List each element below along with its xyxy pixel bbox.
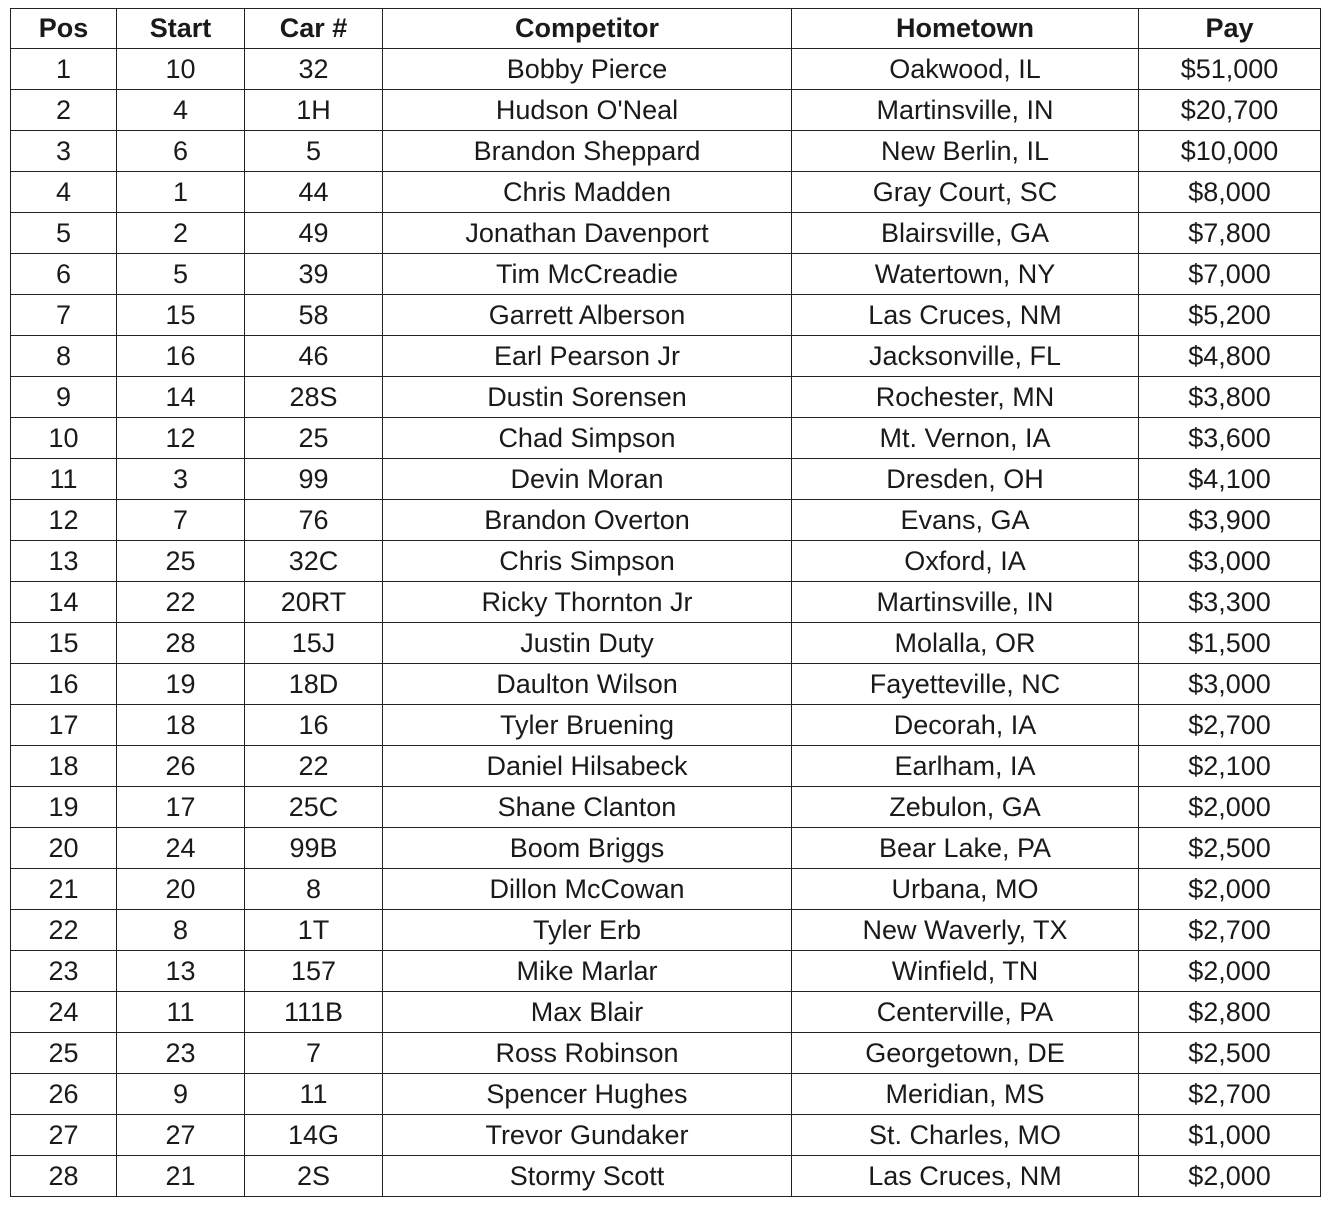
cell-competitor: Brandon Overton xyxy=(383,500,792,541)
cell-competitor: Chad Simpson xyxy=(383,418,792,459)
cell-car-number: 46 xyxy=(245,336,383,377)
cell-pay: $3,300 xyxy=(1139,582,1321,623)
cell-pos: 2 xyxy=(11,90,117,131)
cell-pos: 6 xyxy=(11,254,117,295)
table-row xyxy=(11,869,1321,910)
table-row xyxy=(11,910,1321,951)
cell-competitor: Daulton Wilson xyxy=(383,664,792,705)
table-body xyxy=(11,49,1321,1197)
cell-pos: 19 xyxy=(11,787,117,828)
cell-start: 10 xyxy=(117,49,245,90)
cell-pos: 14 xyxy=(11,582,117,623)
cell-competitor: Tyler Bruening xyxy=(383,705,792,746)
cell-pos: 4 xyxy=(11,172,117,213)
cell-car-number: 2S xyxy=(245,1156,383,1197)
table-row xyxy=(11,336,1321,377)
cell-start: 3 xyxy=(117,459,245,500)
cell-pay: $3,900 xyxy=(1139,500,1321,541)
cell-start: 27 xyxy=(117,1115,245,1156)
cell-pos: 8 xyxy=(11,336,117,377)
cell-competitor: Mike Marlar xyxy=(383,951,792,992)
table-row xyxy=(11,172,1321,213)
cell-start: 28 xyxy=(117,623,245,664)
header-start: Start xyxy=(117,9,245,49)
cell-pay: $4,100 xyxy=(1139,459,1321,500)
cell-competitor: Chris Madden xyxy=(383,172,792,213)
cell-start: 17 xyxy=(117,787,245,828)
cell-start: 2 xyxy=(117,213,245,254)
cell-pay: $8,000 xyxy=(1139,172,1321,213)
table-row xyxy=(11,254,1321,295)
cell-hometown: Blairsville, GA xyxy=(792,213,1139,254)
cell-pay: $3,800 xyxy=(1139,377,1321,418)
cell-hometown: New Waverly, TX xyxy=(792,910,1139,951)
cell-car-number: 39 xyxy=(245,254,383,295)
table-row xyxy=(11,1074,1321,1115)
results-table xyxy=(10,8,1321,1197)
cell-hometown: Rochester, MN xyxy=(792,377,1139,418)
cell-hometown: Gray Court, SC xyxy=(792,172,1139,213)
cell-hometown: New Berlin, IL xyxy=(792,131,1139,172)
cell-start: 7 xyxy=(117,500,245,541)
cell-pay: $1,000 xyxy=(1139,1115,1321,1156)
table-row xyxy=(11,582,1321,623)
cell-pay: $2,000 xyxy=(1139,787,1321,828)
cell-pay: $3,000 xyxy=(1139,664,1321,705)
cell-pay: $20,700 xyxy=(1139,90,1321,131)
cell-car-number: 20RT xyxy=(245,582,383,623)
table-row xyxy=(11,295,1321,336)
cell-start: 19 xyxy=(117,664,245,705)
cell-competitor: Spencer Hughes xyxy=(383,1074,792,1115)
cell-pos: 17 xyxy=(11,705,117,746)
cell-hometown: Decorah, IA xyxy=(792,705,1139,746)
table-row xyxy=(11,377,1321,418)
cell-pos: 10 xyxy=(11,418,117,459)
cell-start: 5 xyxy=(117,254,245,295)
cell-hometown: Oxford, IA xyxy=(792,541,1139,582)
cell-pos: 7 xyxy=(11,295,117,336)
cell-car-number: 18D xyxy=(245,664,383,705)
table-row xyxy=(11,90,1321,131)
header-competitor: Competitor xyxy=(383,9,792,49)
cell-hometown: Watertown, NY xyxy=(792,254,1139,295)
cell-competitor: Daniel Hilsabeck xyxy=(383,746,792,787)
cell-hometown: Zebulon, GA xyxy=(792,787,1139,828)
table-header xyxy=(11,9,1321,49)
cell-hometown: Oakwood, IL xyxy=(792,49,1139,90)
cell-competitor: Tyler Erb xyxy=(383,910,792,951)
cell-pay: $10,000 xyxy=(1139,131,1321,172)
cell-car-number: 28S xyxy=(245,377,383,418)
cell-hometown: Bear Lake, PA xyxy=(792,828,1139,869)
cell-pos: 18 xyxy=(11,746,117,787)
cell-pay: $51,000 xyxy=(1139,49,1321,90)
cell-car-number: 5 xyxy=(245,131,383,172)
cell-start: 21 xyxy=(117,1156,245,1197)
cell-competitor: Jonathan Davenport xyxy=(383,213,792,254)
cell-car-number: 25 xyxy=(245,418,383,459)
cell-pay: $2,000 xyxy=(1139,951,1321,992)
cell-competitor: Shane Clanton xyxy=(383,787,792,828)
cell-hometown: Dresden, OH xyxy=(792,459,1139,500)
cell-start: 13 xyxy=(117,951,245,992)
cell-hometown: Fayetteville, NC xyxy=(792,664,1139,705)
cell-competitor: Trevor Gundaker xyxy=(383,1115,792,1156)
cell-pos: 22 xyxy=(11,910,117,951)
cell-car-number: 1H xyxy=(245,90,383,131)
cell-competitor: Dillon McCowan xyxy=(383,869,792,910)
cell-pos: 20 xyxy=(11,828,117,869)
cell-start: 4 xyxy=(117,90,245,131)
cell-pay: $3,600 xyxy=(1139,418,1321,459)
cell-pos: 23 xyxy=(11,951,117,992)
header-car-number: Car # xyxy=(245,9,383,49)
cell-competitor: Stormy Scott xyxy=(383,1156,792,1197)
table-row xyxy=(11,500,1321,541)
cell-pos: 11 xyxy=(11,459,117,500)
cell-start: 12 xyxy=(117,418,245,459)
cell-car-number: 44 xyxy=(245,172,383,213)
cell-hometown: Centerville, PA xyxy=(792,992,1139,1033)
cell-hometown: Georgetown, DE xyxy=(792,1033,1139,1074)
cell-hometown: Earlham, IA xyxy=(792,746,1139,787)
cell-start: 18 xyxy=(117,705,245,746)
table-row xyxy=(11,1033,1321,1074)
cell-start: 22 xyxy=(117,582,245,623)
cell-competitor: Garrett Alberson xyxy=(383,295,792,336)
cell-car-number: 7 xyxy=(245,1033,383,1074)
table-row xyxy=(11,213,1321,254)
table-row xyxy=(11,541,1321,582)
cell-start: 1 xyxy=(117,172,245,213)
cell-start: 20 xyxy=(117,869,245,910)
table-row xyxy=(11,828,1321,869)
header-pos: Pos xyxy=(11,9,117,49)
cell-car-number: 15J xyxy=(245,623,383,664)
table-row xyxy=(11,705,1321,746)
cell-hometown: Winfield, TN xyxy=(792,951,1139,992)
cell-competitor: Earl Pearson Jr xyxy=(383,336,792,377)
cell-competitor: Max Blair xyxy=(383,992,792,1033)
cell-pay: $3,000 xyxy=(1139,541,1321,582)
cell-car-number: 14G xyxy=(245,1115,383,1156)
table-row xyxy=(11,131,1321,172)
cell-start: 26 xyxy=(117,746,245,787)
cell-start: 9 xyxy=(117,1074,245,1115)
cell-hometown: Urbana, MO xyxy=(792,869,1139,910)
header-row xyxy=(11,9,1321,49)
cell-pay: $7,000 xyxy=(1139,254,1321,295)
cell-competitor: Justin Duty xyxy=(383,623,792,664)
cell-hometown: Las Cruces, NM xyxy=(792,295,1139,336)
cell-pos: 3 xyxy=(11,131,117,172)
cell-car-number: 25C xyxy=(245,787,383,828)
cell-pay: $2,700 xyxy=(1139,910,1321,951)
cell-car-number: 32 xyxy=(245,49,383,90)
cell-pos: 24 xyxy=(11,992,117,1033)
cell-pay: $2,100 xyxy=(1139,746,1321,787)
cell-pay: $2,500 xyxy=(1139,828,1321,869)
cell-pay: $1,500 xyxy=(1139,623,1321,664)
cell-start: 15 xyxy=(117,295,245,336)
cell-competitor: Ricky Thornton Jr xyxy=(383,582,792,623)
cell-start: 16 xyxy=(117,336,245,377)
cell-pos: 1 xyxy=(11,49,117,90)
cell-competitor: Tim McCreadie xyxy=(383,254,792,295)
cell-pos: 28 xyxy=(11,1156,117,1197)
cell-car-number: 99 xyxy=(245,459,383,500)
cell-pay: $5,200 xyxy=(1139,295,1321,336)
table-row xyxy=(11,787,1321,828)
cell-pos: 21 xyxy=(11,869,117,910)
cell-start: 23 xyxy=(117,1033,245,1074)
cell-start: 25 xyxy=(117,541,245,582)
cell-pay: $2,700 xyxy=(1139,1074,1321,1115)
table-row xyxy=(11,459,1321,500)
cell-competitor: Chris Simpson xyxy=(383,541,792,582)
cell-car-number: 111B xyxy=(245,992,383,1033)
cell-pos: 16 xyxy=(11,664,117,705)
cell-car-number: 49 xyxy=(245,213,383,254)
cell-pos: 26 xyxy=(11,1074,117,1115)
cell-pay: $2,800 xyxy=(1139,992,1321,1033)
cell-hometown: Meridian, MS xyxy=(792,1074,1139,1115)
table-row xyxy=(11,664,1321,705)
cell-start: 8 xyxy=(117,910,245,951)
cell-hometown: Martinsville, IN xyxy=(792,582,1139,623)
table-row xyxy=(11,49,1321,90)
table-row xyxy=(11,623,1321,664)
cell-pay: $2,000 xyxy=(1139,1156,1321,1197)
cell-car-number: 22 xyxy=(245,746,383,787)
cell-pay: $2,500 xyxy=(1139,1033,1321,1074)
cell-pos: 25 xyxy=(11,1033,117,1074)
cell-pos: 12 xyxy=(11,500,117,541)
cell-competitor: Bobby Pierce xyxy=(383,49,792,90)
cell-pay: $4,800 xyxy=(1139,336,1321,377)
cell-competitor: Hudson O'Neal xyxy=(383,90,792,131)
table-row xyxy=(11,951,1321,992)
cell-car-number: 1T xyxy=(245,910,383,951)
table-row xyxy=(11,418,1321,459)
cell-car-number: 58 xyxy=(245,295,383,336)
cell-car-number: 157 xyxy=(245,951,383,992)
cell-competitor: Boom Briggs xyxy=(383,828,792,869)
cell-pos: 27 xyxy=(11,1115,117,1156)
cell-car-number: 11 xyxy=(245,1074,383,1115)
cell-start: 14 xyxy=(117,377,245,418)
cell-competitor: Brandon Sheppard xyxy=(383,131,792,172)
cell-pay: $7,800 xyxy=(1139,213,1321,254)
header-pay: Pay xyxy=(1139,9,1321,49)
cell-start: 6 xyxy=(117,131,245,172)
cell-car-number: 8 xyxy=(245,869,383,910)
header-hometown: Hometown xyxy=(792,9,1139,49)
cell-pay: $2,700 xyxy=(1139,705,1321,746)
cell-competitor: Devin Moran xyxy=(383,459,792,500)
table-row xyxy=(11,1156,1321,1197)
cell-hometown: Las Cruces, NM xyxy=(792,1156,1139,1197)
cell-hometown: Mt. Vernon, IA xyxy=(792,418,1139,459)
cell-car-number: 76 xyxy=(245,500,383,541)
cell-hometown: Jacksonville, FL xyxy=(792,336,1139,377)
cell-competitor: Dustin Sorensen xyxy=(383,377,792,418)
cell-pos: 9 xyxy=(11,377,117,418)
cell-hometown: Evans, GA xyxy=(792,500,1139,541)
cell-pay: $2,000 xyxy=(1139,869,1321,910)
cell-hometown: St. Charles, MO xyxy=(792,1115,1139,1156)
cell-pos: 5 xyxy=(11,213,117,254)
table-row xyxy=(11,992,1321,1033)
cell-pos: 13 xyxy=(11,541,117,582)
table-row xyxy=(11,1115,1321,1156)
cell-competitor: Ross Robinson xyxy=(383,1033,792,1074)
cell-start: 24 xyxy=(117,828,245,869)
cell-car-number: 99B xyxy=(245,828,383,869)
cell-car-number: 16 xyxy=(245,705,383,746)
table-row xyxy=(11,746,1321,787)
cell-hometown: Molalla, OR xyxy=(792,623,1139,664)
cell-start: 11 xyxy=(117,992,245,1033)
cell-hometown: Martinsville, IN xyxy=(792,90,1139,131)
cell-pos: 15 xyxy=(11,623,117,664)
cell-car-number: 32C xyxy=(245,541,383,582)
